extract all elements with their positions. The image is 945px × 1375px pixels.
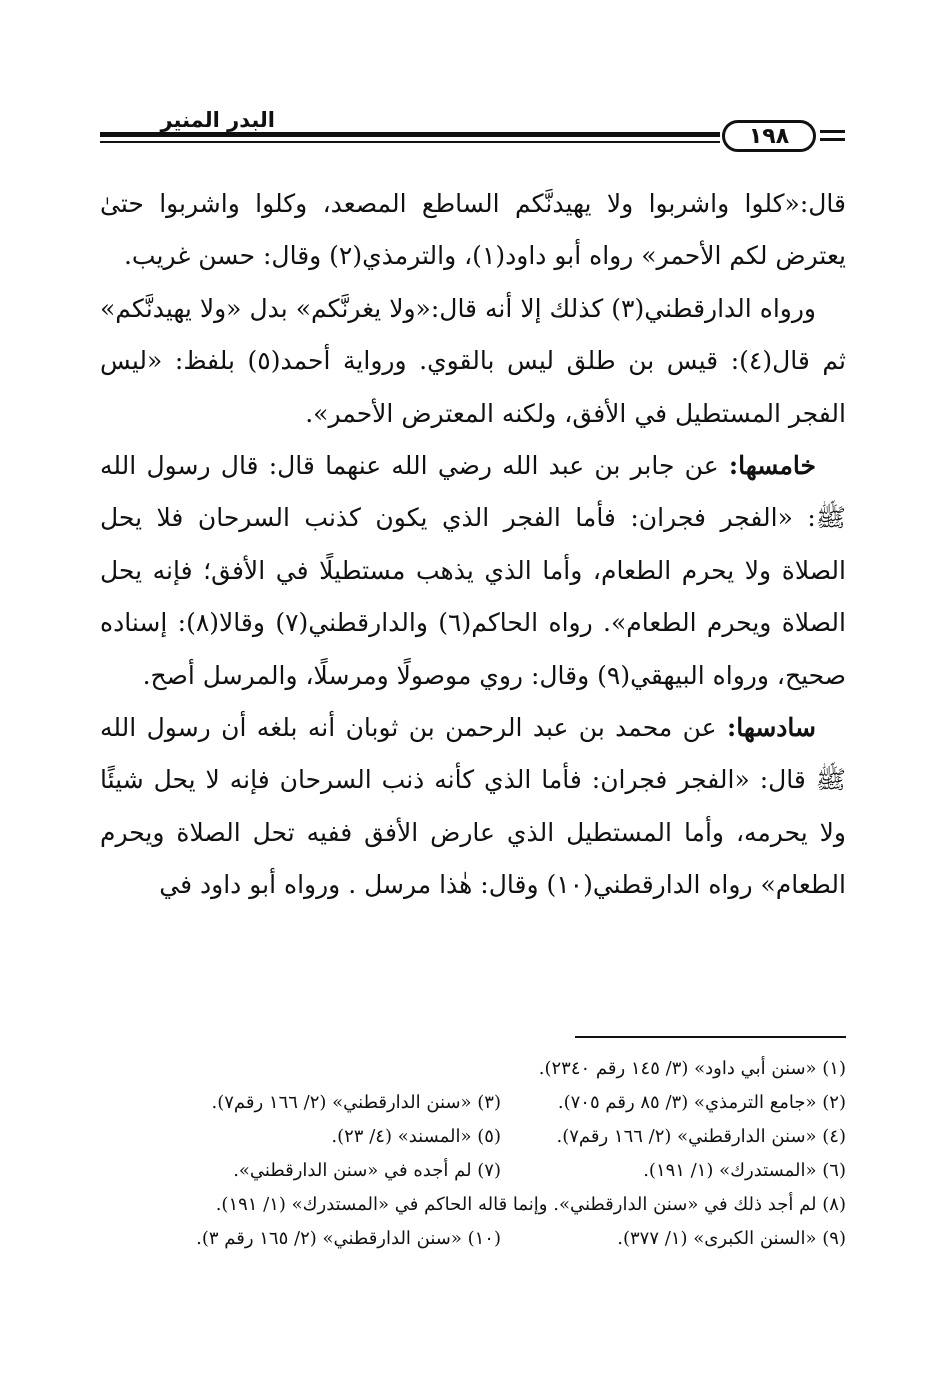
running-title: البدر المنير <box>160 108 275 132</box>
footnote: (٤) «سنن الدارقطني» (٢/ ١٦٦ رقم٧). <box>556 1126 846 1147</box>
footnote: (٧) لم أجده في «سنن الدارقطني». <box>233 1160 501 1181</box>
footnote-line <box>100 1154 846 1188</box>
footnote: (٥) «المسند» (٤/ ٢٣). <box>331 1126 501 1147</box>
header-rule-thin <box>100 141 720 143</box>
paragraph-text: عن جابر بن عبد الله رضي الله عنهما قال: قال رسول الله ﷺ: «الفجر فجران: فأما الفجر الذي يكون كذنب السرحان فلا يحل الصلاة ولا يحرم الطعام، وأما الذي يذهب مستطيلًا في الأفق؛ فإنه يحل الصلاة ويحرم الطعام». رواه الحاكم(٦) والدارقطني(٧) وقالا(٨): إسناده صحيح، ورواه البيهقي(٩) وقال: روي موصولًا ومرسلًا، والمرسل أصح. <box>100 451 846 690</box>
footnote: (٩) «السنن الكبرى» (١/ ٣٧٧). <box>617 1228 846 1249</box>
footnote-line <box>100 1086 846 1120</box>
footnote-line <box>100 1120 846 1154</box>
paragraph-text: عن محمد بن عبد الرحمن بن ثوبان أنه بلغه أن رسول الله ﷺ قال: «الفجر فجران: فأما الذي كأنه ذنب السرحان فإنه لا يحل شيئًا ولا يحرمه، وأما المستطيل الذي عارض الأفق ففيه تحل الصلاة ويحرم الطعام» رواه الدارقطني(١٠) وقال: هٰذا مرسل . ورواه أبو داود في <box>100 713 846 900</box>
paragraph: قال:«كلوا واشربوا ولا يهيدنَّكم الساطع المصعد، وكلوا واشربوا حتىٰ يعترض لكم الأحمر» رواه أبو داود(١)، والترمذي(٢) وقال: حسن غريب. <box>100 189 846 271</box>
footnote: (١٠) «سنن الدارقطني» (٢/ ١٦٥ رقم ٣). <box>196 1228 501 1249</box>
footnote-line <box>100 1222 846 1256</box>
header-rule-thick <box>100 132 720 137</box>
page-header <box>100 108 845 154</box>
section-lead: سادسها: <box>726 713 816 743</box>
footnote: (١) «سنن أبي داود» (٣/ ١٤٥ رقم ٢٣٤٠). <box>538 1058 846 1079</box>
page-number-badge <box>722 120 816 152</box>
footnote: (٦) «المستدرك» (١/ ١٩١). <box>643 1160 846 1181</box>
section-lead: خامسها: <box>728 451 816 481</box>
footnote: (٢) «جامع الترمذي» (٣/ ٨٥ رقم ٧٠٥). <box>557 1092 846 1113</box>
main-text <box>100 178 846 912</box>
footnote-line <box>100 1052 846 1086</box>
footnote-separator <box>575 1036 846 1038</box>
paragraph <box>100 702 846 912</box>
paragraph: ورواه الدارقطني(٣) كذلك إلا أنه قال:«ولا يغرنَّكم» بدل «ولا يهيدنَّكم» ثم قال(٤): قيس بن طلق ليس بالقوي. ورواية أحمد(٥) بلفظ: «ليس الفجر المستطيل في الأفق، ولكنه المعترض الأحمر». <box>100 293 846 428</box>
header-rule-right-bottom <box>820 138 845 141</box>
page-number: ١٩٨ <box>748 123 790 149</box>
footnotes <box>100 1052 846 1256</box>
header-rule-right-top <box>820 130 845 133</box>
footnote: (٣) «سنن الدارقطني» (٢/ ١٦٦ رقم٧). <box>211 1092 501 1113</box>
footnote: (٨) لم أجد ذلك في «سنن الدارقطني». وإنما قاله الحاكم في «المستدرك» (١/ ١٩١). <box>215 1194 846 1215</box>
footnote-line <box>100 1188 846 1222</box>
paragraph <box>100 440 846 702</box>
